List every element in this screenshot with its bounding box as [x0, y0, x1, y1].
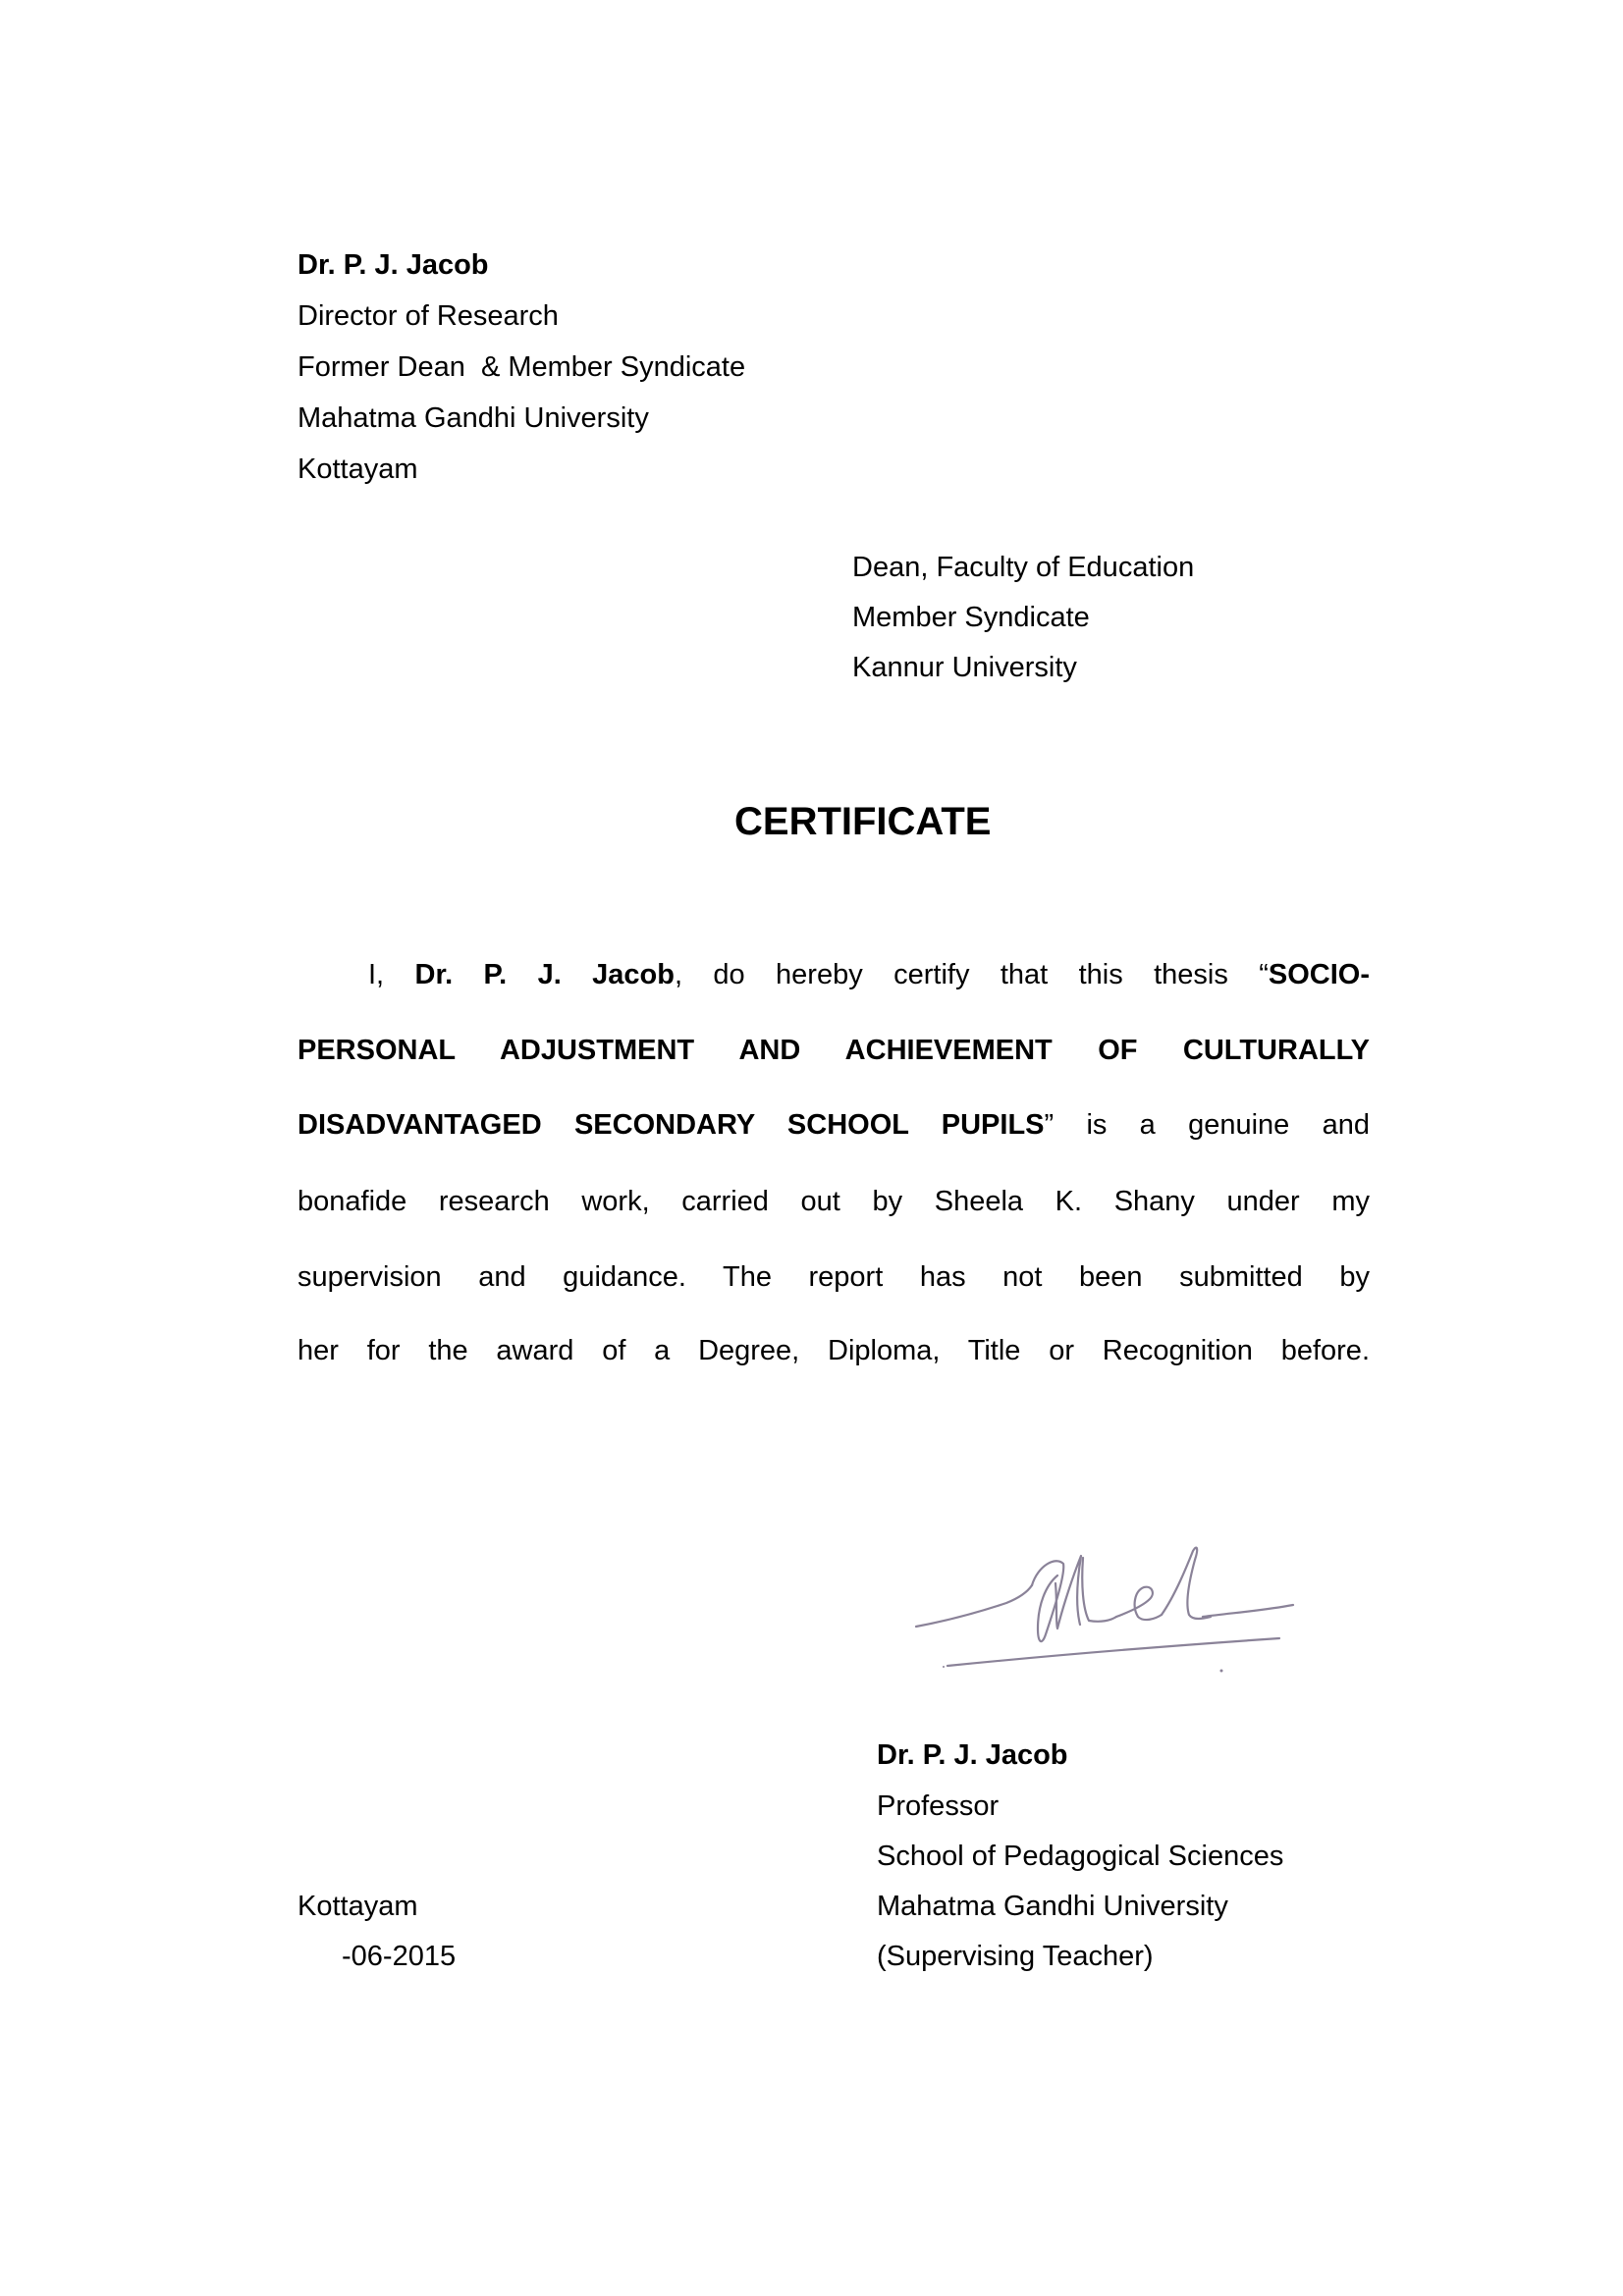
- body-text: I,: [368, 959, 415, 990]
- sender-city: Kottayam: [298, 454, 418, 485]
- signatory-title: Professor: [877, 1790, 1000, 1822]
- signatory-department: School of Pedagogical Sciences: [877, 1841, 1284, 1872]
- body-line-2: PERSONAL ADJUSTMENT AND ACHIEVEMENT OF CULTURALLY: [298, 1035, 1370, 1066]
- thesis-title-part: DISADVANTAGED SECONDARY SCHOOL PUPILS: [298, 1109, 1045, 1141]
- body-text: , do hereby certify that this thesis “: [674, 959, 1269, 990]
- signatory-name: Dr. P. J. Jacob: [877, 1739, 1068, 1771]
- signature-image: [908, 1526, 1311, 1674]
- body-line-3: [298, 1111, 1370, 1140]
- secondary-role-syndicate: Member Syndicate: [852, 602, 1090, 633]
- body-text: ” is a genuine and: [1044, 1109, 1370, 1141]
- signatory-role: (Supervising Teacher): [877, 1941, 1154, 1972]
- sender-designation: Director of Research: [298, 300, 559, 332]
- sender-former-role: Former Dean & Member Syndicate: [298, 351, 746, 383]
- document-title: CERTIFICATE: [734, 800, 992, 843]
- sender-name: Dr. P. J. Jacob: [298, 249, 489, 281]
- secondary-university: Kannur University: [852, 652, 1077, 683]
- thesis-title-part: SOCIO-: [1268, 959, 1370, 990]
- body-line-5: supervision and guidance. The report has not been submitted by: [298, 1261, 1370, 1293]
- body-line-1: [368, 961, 1370, 989]
- secondary-role-dean: Dean, Faculty of Education: [852, 552, 1195, 583]
- signatory-university: Mahatma Gandhi University: [877, 1891, 1228, 1922]
- body-line-4: bonafide research work, carried out by Sheela K. Shany under my: [298, 1186, 1370, 1217]
- certifier-name: Dr. P. J. Jacob: [414, 959, 675, 990]
- date: -06-2015: [342, 1941, 457, 1972]
- body-line-6: her for the award of a Degree, Diploma, Title or Recognition before.: [298, 1335, 1370, 1366]
- sender-university: Mahatma Gandhi University: [298, 402, 649, 434]
- place: Kottayam: [298, 1891, 418, 1922]
